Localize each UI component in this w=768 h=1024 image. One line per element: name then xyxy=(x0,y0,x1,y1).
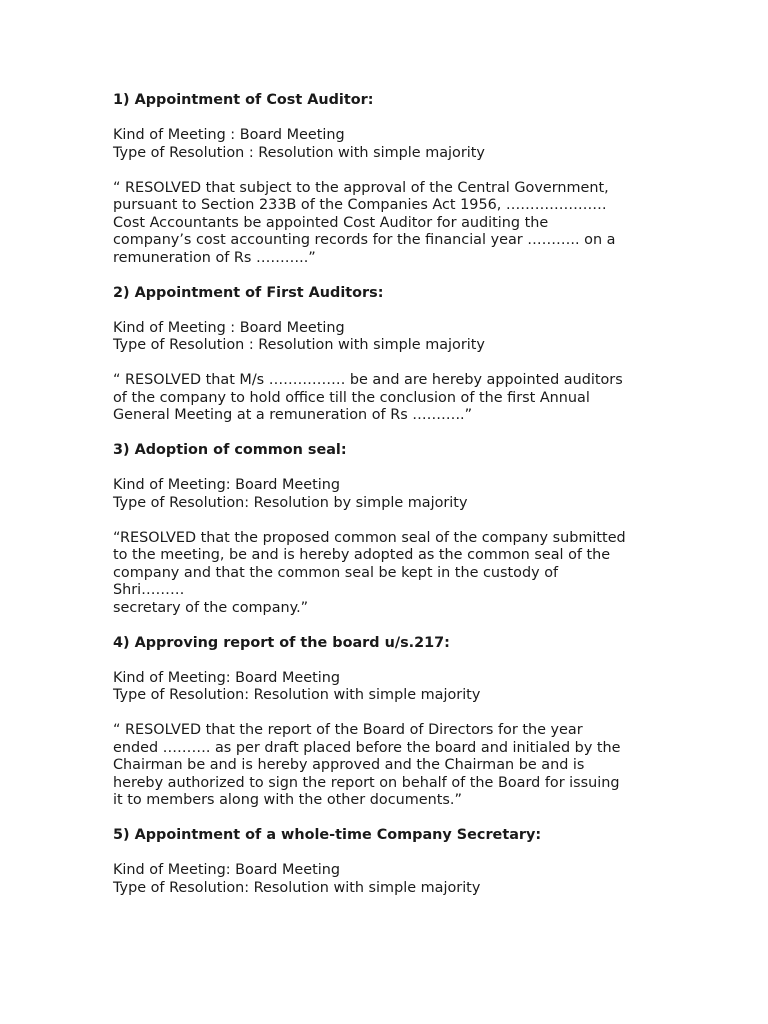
kind-of-meeting: Kind of Meeting: Board Meeting xyxy=(113,477,341,493)
resolution-line: hereby authorized to sign the report on behalf of the Board for issuing xyxy=(113,774,620,791)
resolution-line: “RESOLVED that the proposed common seal of the company submitted xyxy=(113,529,626,546)
resolution-line: company and that the common seal be kept in the custody of xyxy=(113,564,559,581)
type-of-resolution: Type of Resolution: Resolution with simple majority xyxy=(113,687,481,703)
resolution-text xyxy=(113,530,673,618)
resolution-line: ended ………. as per draft placed before the board and initialed by the xyxy=(113,739,621,756)
kind-of-meeting: Kind of Meeting: Board Meeting xyxy=(113,669,341,686)
resolution-line: Shri……… xyxy=(113,582,185,598)
resolution-line: of the company to hold office till the conclusion of the first Annual xyxy=(113,389,590,406)
resolution-line: it to members along with the other documents.” xyxy=(113,792,462,808)
section-title: 5) Appointment of a whole-time Company Secretary: xyxy=(113,827,542,843)
type-of-resolution: Type of Resolution: Resolution by simple majority xyxy=(113,494,468,511)
section-title: 2) Appointment of First Auditors: xyxy=(113,284,384,301)
resolution-line: remuneration of Rs ………..” xyxy=(113,249,316,266)
resolution-text xyxy=(113,722,673,810)
meeting-info xyxy=(113,862,673,897)
resolution-line: company’s cost accounting records for the financial year ……….. on a xyxy=(113,232,616,248)
section-title: 3) Adoption of common seal: xyxy=(113,442,347,458)
meeting-info xyxy=(113,320,673,355)
resolution-line: pursuant to Section 233B of the Companies Act 1956, ………………… xyxy=(113,197,607,213)
document-body xyxy=(113,92,673,915)
resolution-line: Chairman be and is hereby approved and the Chairman be and is xyxy=(113,757,585,773)
meeting-info xyxy=(113,477,673,512)
section-first-auditors xyxy=(113,285,673,425)
resolution-text xyxy=(113,372,673,425)
resolution-line: secretary of the company.” xyxy=(113,599,309,616)
section-cost-auditor xyxy=(113,92,673,267)
type-of-resolution: Type of Resolution: Resolution with simple majority xyxy=(113,879,481,896)
section-title: 4) Approving report of the board u/s.217: xyxy=(113,634,450,651)
kind-of-meeting: Kind of Meeting: Board Meeting xyxy=(113,862,341,878)
section-board-report xyxy=(113,635,673,810)
section-title: 1) Appointment of Cost Auditor: xyxy=(113,92,374,108)
resolution-line: “ RESOLVED that M/s ……………. be and are hereby appointed auditors xyxy=(113,372,623,388)
type-of-resolution: Type of Resolution : Resolution with simple majority xyxy=(113,144,485,161)
resolution-line: Cost Accountants be appointed Cost Auditor for auditing the xyxy=(113,214,549,231)
type-of-resolution: Type of Resolution : Resolution with simple majority xyxy=(113,337,485,353)
meeting-info xyxy=(113,670,673,705)
resolution-line: “ RESOLVED that subject to the approval of the Central Government, xyxy=(113,179,609,196)
resolution-line: “ RESOLVED that the report of the Board of Directors for the year xyxy=(113,722,583,738)
meeting-info xyxy=(113,127,673,162)
resolution-line: General Meeting at a remuneration of Rs ………..” xyxy=(113,407,473,423)
kind-of-meeting: Kind of Meeting : Board Meeting xyxy=(113,127,345,143)
resolution-text xyxy=(113,180,673,268)
section-company-secretary xyxy=(113,827,673,897)
resolution-line: to the meeting, be and is hereby adopted as the common seal of the xyxy=(113,547,611,563)
section-common-seal xyxy=(113,442,673,617)
kind-of-meeting: Kind of Meeting : Board Meeting xyxy=(113,319,345,336)
